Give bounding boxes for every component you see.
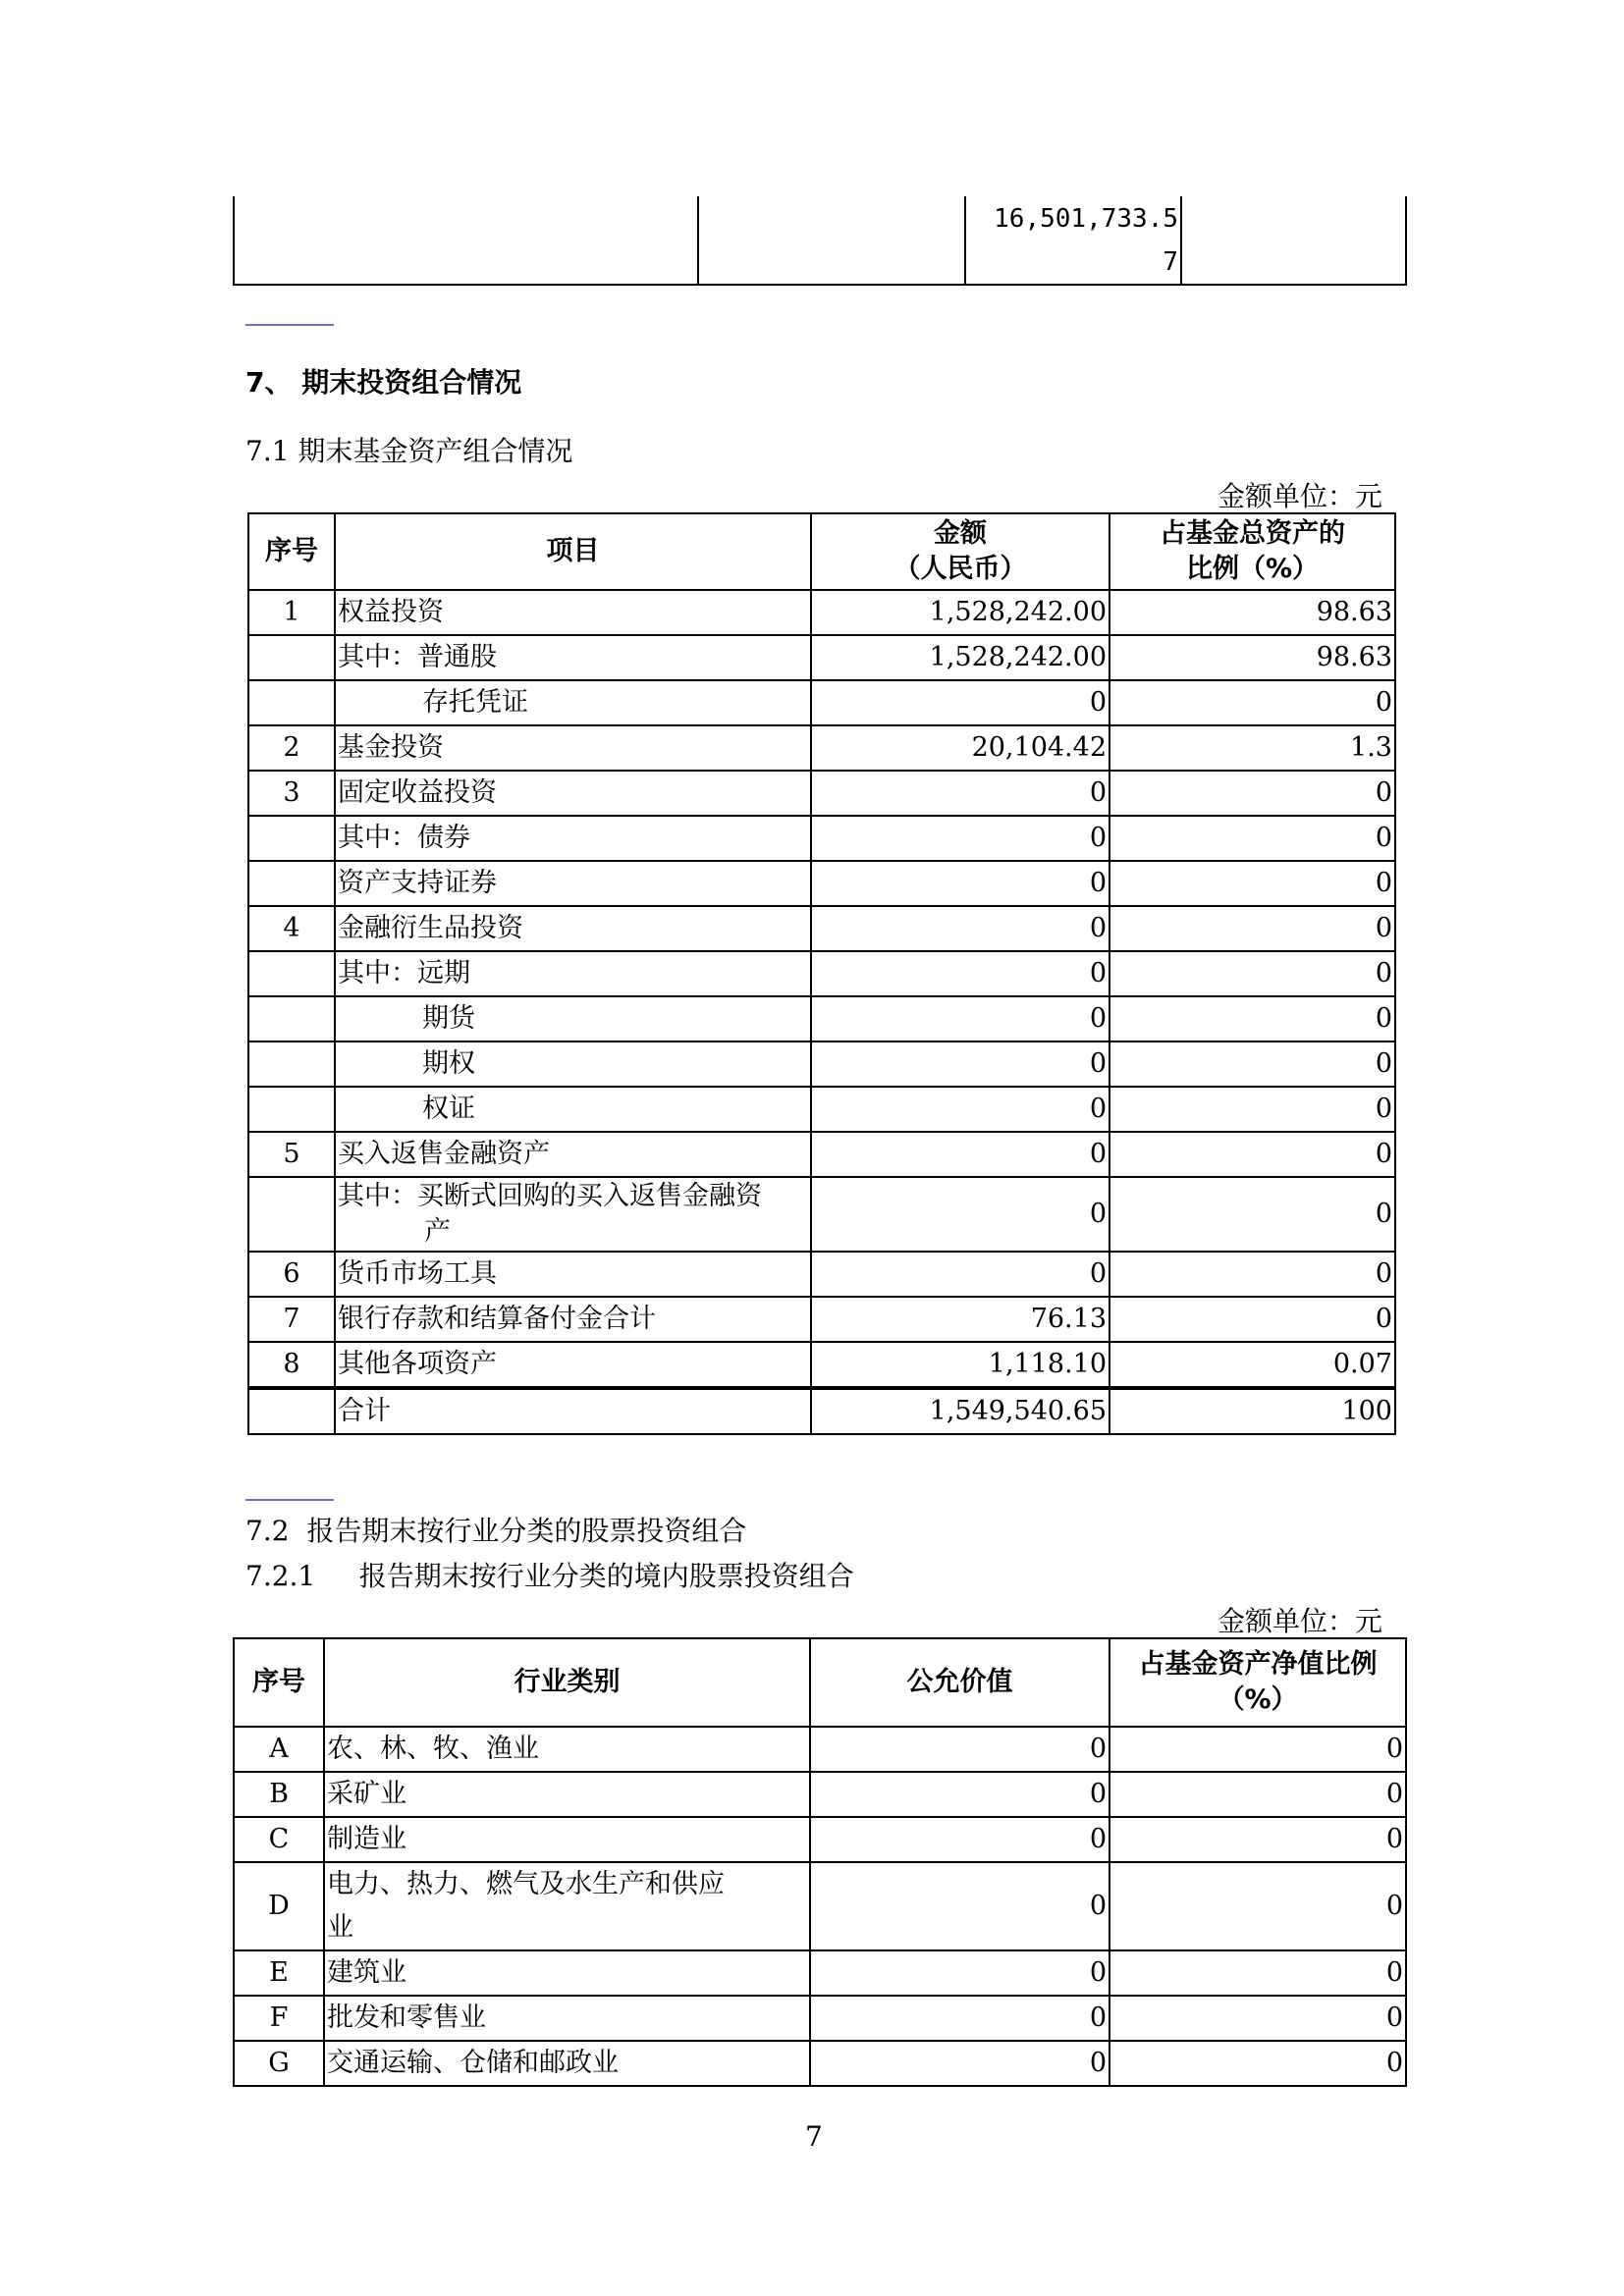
row-seq: 5 — [248, 1132, 335, 1177]
row-ratio: 0 — [1110, 1772, 1406, 1817]
table-row — [248, 1132, 1395, 1177]
row-ratio: 0 — [1110, 816, 1395, 861]
row-seq: C — [234, 1817, 324, 1862]
row-value: 0 — [810, 2041, 1110, 2086]
table-row — [248, 725, 1395, 771]
row-amount: 0 — [811, 1132, 1110, 1177]
row-item: 其他各项资产 — [335, 1342, 811, 1387]
row-amount: 0 — [811, 906, 1110, 951]
row-item: 权益投资 — [335, 590, 811, 635]
page-number: 7 — [805, 2120, 823, 2153]
row-item-line1: 其中：买断式回购的买入返售金融资 — [338, 1181, 762, 1211]
row-item: 金融衍生品投资 — [335, 906, 811, 951]
row-ratio: 0 — [1110, 1297, 1395, 1342]
row-seq: E — [234, 1950, 324, 1996]
row-ratio: 0 — [1110, 1817, 1406, 1862]
row-amount: 1,118.10 — [811, 1342, 1110, 1387]
row-ratio: 0 — [1110, 996, 1395, 1041]
row-seq: 1 — [248, 590, 335, 635]
row-seq: G — [234, 2041, 324, 2086]
header-ratio-line2: （%） — [1218, 1684, 1298, 1715]
row-value: 0 — [810, 1862, 1110, 1950]
unit-label-2: 金额单位：元 — [1218, 1605, 1383, 1637]
table-row — [248, 590, 1395, 635]
prev-value-line1: 16,501,733.5 — [994, 203, 1178, 234]
table-row — [234, 1996, 1406, 2041]
table-row — [234, 1727, 1406, 1772]
row-ratio: 0 — [1110, 906, 1395, 951]
row-ratio: 0 — [1110, 1177, 1395, 1252]
table-row — [248, 816, 1395, 861]
row-amount: 0 — [811, 771, 1110, 816]
row-ratio: 0 — [1110, 1252, 1395, 1297]
row-seq — [248, 680, 335, 725]
row-ratio: 98.63 — [1110, 635, 1395, 680]
header-ratio-line2: 比例（%） — [1185, 554, 1320, 584]
table-row — [248, 1252, 1395, 1297]
prev-cell-4 — [1181, 196, 1406, 285]
row-amount: 20,104.42 — [811, 725, 1110, 771]
row-item: 其中：债券 — [335, 816, 811, 861]
row-ratio: 98.63 — [1110, 590, 1395, 635]
prev-value-line2: 7 — [1163, 246, 1178, 277]
row-value: 0 — [810, 1996, 1110, 2041]
table-row — [248, 635, 1395, 680]
row-seq: 2 — [248, 725, 335, 771]
header-amount-line1: 金额 — [934, 518, 987, 549]
row-item: 其中：远期 — [335, 951, 811, 996]
row-ratio: 0 — [1110, 1950, 1406, 1996]
row-amount: 0 — [811, 1087, 1110, 1132]
table-row — [234, 1772, 1406, 1817]
table-row — [248, 771, 1395, 816]
section-7-2-1-title: 7.2.1 报告期末按行业分类的境内股票投资组合 — [245, 1560, 854, 1592]
row-item: 存托凭证 — [335, 680, 811, 725]
table-row — [248, 861, 1395, 906]
row-ratio: 1.3 — [1110, 725, 1395, 771]
row-industry: 采矿业 — [324, 1772, 810, 1817]
row-seq — [248, 951, 335, 996]
row-item: 货币市场工具 — [335, 1252, 811, 1297]
table-row — [248, 906, 1395, 951]
prev-table-fragment — [233, 196, 1407, 286]
row-seq: D — [234, 1862, 324, 1950]
table-row — [234, 1950, 1406, 1996]
row-seq: 7 — [248, 1297, 335, 1342]
row-ratio: 0 — [1110, 951, 1395, 996]
header-item: 项目 — [335, 513, 811, 590]
table-row — [248, 1297, 1395, 1342]
row-ratio: 0 — [1110, 1132, 1395, 1177]
row-item-line2: 产 — [424, 1216, 451, 1247]
industry-table-header — [234, 1638, 1406, 1727]
table-row — [248, 996, 1395, 1041]
row-item — [335, 1177, 811, 1252]
row-industry-line2: 业 — [327, 1912, 353, 1943]
row-ratio: 0 — [1110, 1041, 1395, 1087]
row-item: 固定收益投资 — [335, 771, 811, 816]
row-amount: 0 — [811, 816, 1110, 861]
row-ratio: 0 — [1110, 1087, 1395, 1132]
row-industry-line1: 电力、热力、燃气及水生产和供应 — [327, 1869, 725, 1899]
total-seq — [248, 1389, 335, 1434]
row-ratio: 0 — [1110, 1727, 1406, 1772]
row-item: 买入返售金融资产 — [335, 1132, 811, 1177]
row-value: 0 — [810, 1950, 1110, 1996]
row-seq: 4 — [248, 906, 335, 951]
table-row — [234, 1862, 1406, 1950]
table-row — [248, 680, 1395, 725]
row-industry: 制造业 — [324, 1817, 810, 1862]
header-fair-value: 公允价值 — [810, 1638, 1110, 1727]
row-item: 期货 — [335, 996, 811, 1041]
row-ratio: 0.07 — [1110, 1342, 1395, 1387]
row-item: 期权 — [335, 1041, 811, 1087]
row-seq: 8 — [248, 1342, 335, 1387]
row-industry: 交通运输、仓储和邮政业 — [324, 2041, 810, 2086]
table-row — [234, 1817, 1406, 1862]
row-amount: 0 — [811, 680, 1110, 725]
prev-cell-1 — [234, 196, 698, 285]
table-row — [248, 1041, 1395, 1087]
row-seq — [248, 996, 335, 1041]
row-seq — [248, 1041, 335, 1087]
row-industry: 建筑业 — [324, 1950, 810, 1996]
row-item: 基金投资 — [335, 725, 811, 771]
row-ratio: 0 — [1110, 2041, 1406, 2086]
header-seq: 序号 — [234, 1638, 324, 1727]
row-industry: 农、林、牧、渔业 — [324, 1727, 810, 1772]
row-seq — [248, 816, 335, 861]
header-industry: 行业类别 — [324, 1638, 810, 1727]
asset-table-header — [248, 513, 1395, 590]
header-ratio-line1: 占基金资产净值比例 — [1138, 1649, 1378, 1680]
industry-stock-table — [233, 1637, 1407, 2087]
row-amount: 0 — [811, 861, 1110, 906]
row-seq: 6 — [248, 1252, 335, 1297]
total-label: 合计 — [335, 1389, 811, 1434]
row-seq — [248, 1177, 335, 1252]
row-amount: 76.13 — [811, 1297, 1110, 1342]
section-7-title: 7、 期末投资组合情况 — [245, 366, 522, 399]
row-ratio: 0 — [1110, 771, 1395, 816]
row-amount: 1,528,242.00 — [811, 590, 1110, 635]
row-ratio: 0 — [1110, 1996, 1406, 2041]
row-item: 银行存款和结算备付金合计 — [335, 1297, 811, 1342]
total-ratio: 100 — [1110, 1389, 1395, 1434]
row-value: 0 — [810, 1727, 1110, 1772]
row-seq — [248, 635, 335, 680]
header-seq: 序号 — [248, 513, 335, 590]
row-seq: F — [234, 1996, 324, 2041]
row-amount: 0 — [811, 1177, 1110, 1252]
row-ratio: 0 — [1110, 861, 1395, 906]
row-industry: 批发和零售业 — [324, 1996, 810, 2041]
header-ratio — [1110, 513, 1395, 590]
row-ratio: 0 — [1110, 1862, 1406, 1950]
table-row — [234, 2041, 1406, 2086]
row-amount: 0 — [811, 1252, 1110, 1297]
header-amount-line2: （人民币） — [893, 554, 1027, 584]
header-ratio-line1: 占基金总资产的 — [1160, 518, 1345, 549]
row-amount: 0 — [811, 1041, 1110, 1087]
row-amount: 1,528,242.00 — [811, 635, 1110, 680]
table-row — [248, 1177, 1395, 1252]
section-7-1-title: 7.1 期末基金资产组合情况 — [245, 435, 573, 467]
prev-cell-2 — [698, 196, 965, 285]
table-row — [248, 951, 1395, 996]
row-seq — [248, 1087, 335, 1132]
table-row — [248, 1342, 1395, 1387]
row-amount: 0 — [811, 951, 1110, 996]
total-amount: 1,549,540.65 — [811, 1389, 1110, 1434]
row-item: 其中：普通股 — [335, 635, 811, 680]
section-7-2-title: 7.2 报告期末按行业分类的股票投资组合 — [245, 1515, 747, 1547]
asset-allocation-table — [247, 512, 1396, 1435]
row-seq — [248, 861, 335, 906]
prev-cell-value — [965, 196, 1181, 285]
row-value: 0 — [810, 1817, 1110, 1862]
row-seq: B — [234, 1772, 324, 1817]
row-item: 资产支持证券 — [335, 861, 811, 906]
row-amount: 0 — [811, 996, 1110, 1041]
row-seq: A — [234, 1727, 324, 1772]
row-item: 权证 — [335, 1087, 811, 1132]
row-ratio: 0 — [1110, 680, 1395, 725]
table-row-total — [248, 1389, 1395, 1434]
row-seq: 3 — [248, 771, 335, 816]
header-amount — [811, 513, 1110, 590]
table-row — [248, 1087, 1395, 1132]
section-divider-2 — [245, 1499, 334, 1501]
row-industry — [324, 1862, 810, 1950]
header-ratio — [1110, 1638, 1406, 1727]
unit-label-1: 金额单位：元 — [1218, 480, 1383, 512]
section-divider-1 — [245, 324, 334, 326]
row-value: 0 — [810, 1772, 1110, 1817]
